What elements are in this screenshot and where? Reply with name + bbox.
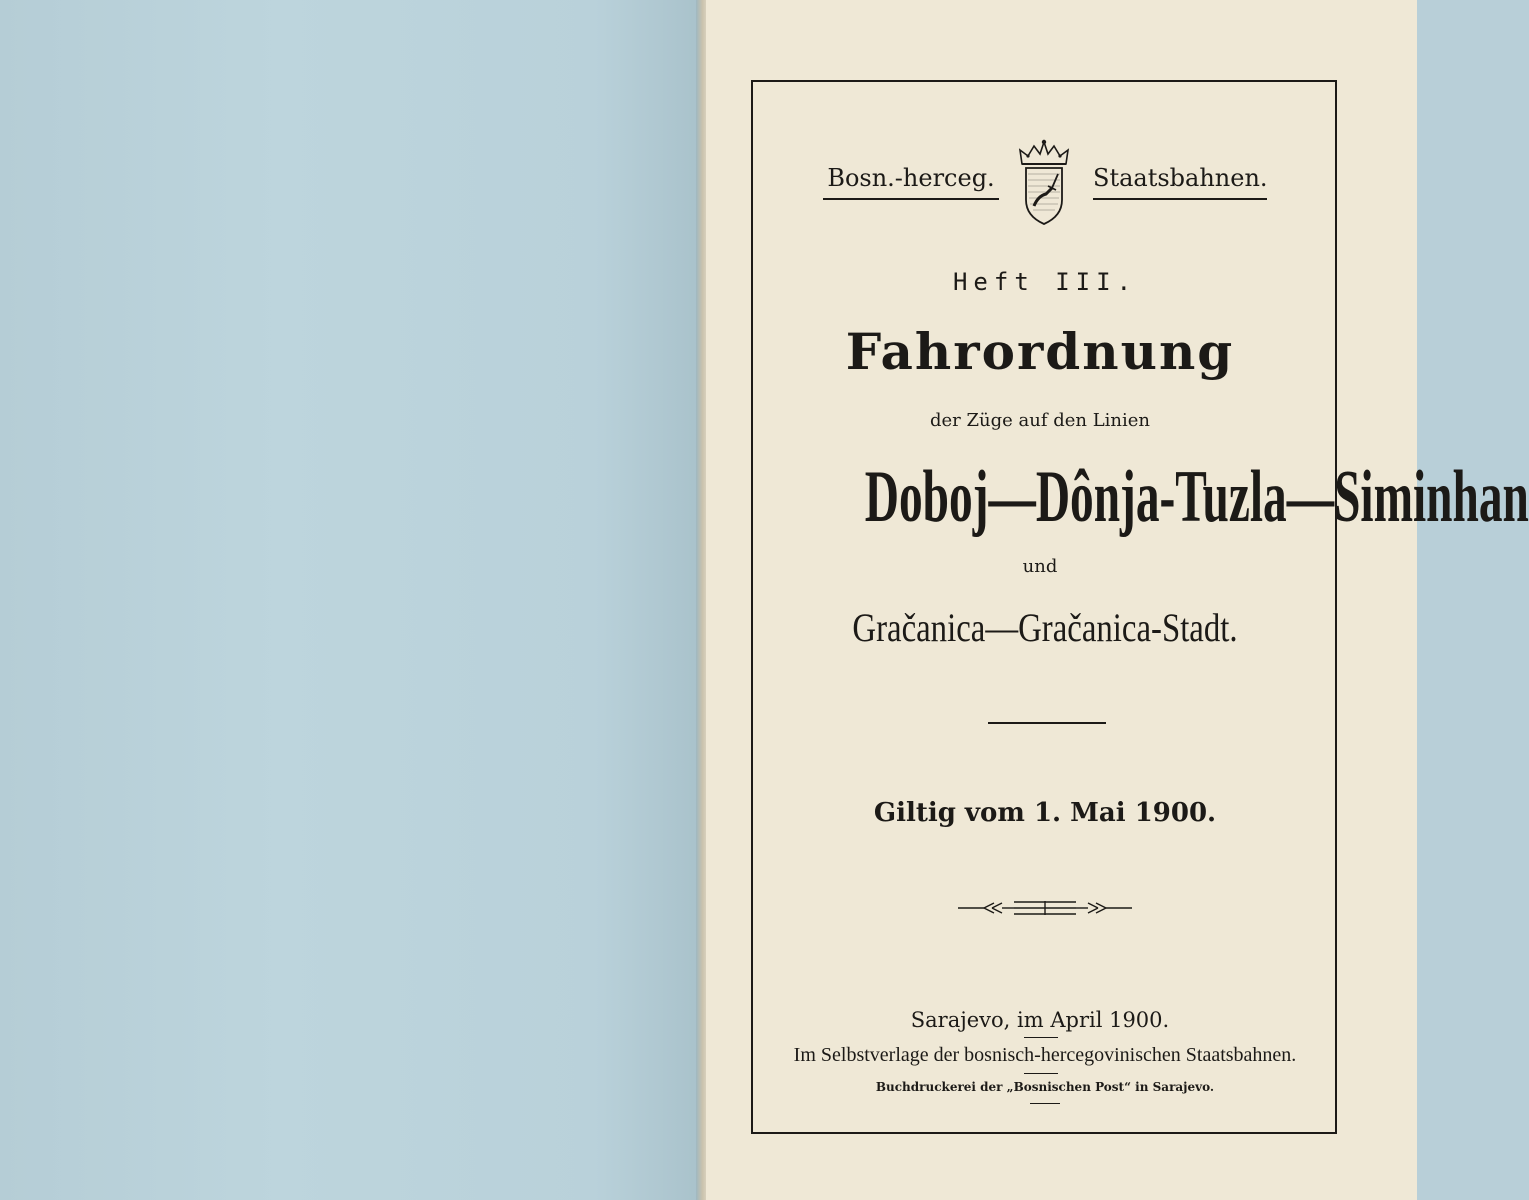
header-right-text: Staatsbahnen. [1093, 164, 1268, 192]
imprint-rule [1024, 1037, 1058, 1038]
secondary-railway-line: Gračanica—Gračanica-Stadt. [852, 605, 1238, 650]
document-title: Fahrordnung [845, 322, 1235, 381]
validity-date: Giltig vom 1. Mai 1900. [873, 798, 1217, 828]
header-left-rule [823, 198, 999, 200]
imprint-rule [1024, 1073, 1058, 1074]
publisher-line: Im Selbstverlage der bosnisch-hercegovinischen Staatsbahnen. [793, 1044, 1297, 1066]
decorative-flourish-icon [956, 898, 1134, 918]
header-left-text: Bosn.-herceg. [827, 164, 995, 192]
main-railway-line: Doboj—Dônja-Tuzla—Siminhan [864, 456, 1529, 538]
blank-blue-endpaper [0, 0, 700, 1200]
imprint-rule [1030, 1103, 1060, 1104]
coat-of-arms-icon [1012, 138, 1076, 228]
volume-number: Heft III. [952, 268, 1138, 296]
divider-rule [988, 722, 1106, 724]
subtitle: der Züge auf den Linien [930, 410, 1150, 431]
header-right-rule [1093, 198, 1267, 200]
printer-line: Buchdruckerei der „Bosnischen Post“ in Sarajevo. [875, 1080, 1215, 1094]
place-and-date: Sarajevo, im April 1900. [910, 1008, 1170, 1032]
connector-word: und [1022, 556, 1058, 577]
